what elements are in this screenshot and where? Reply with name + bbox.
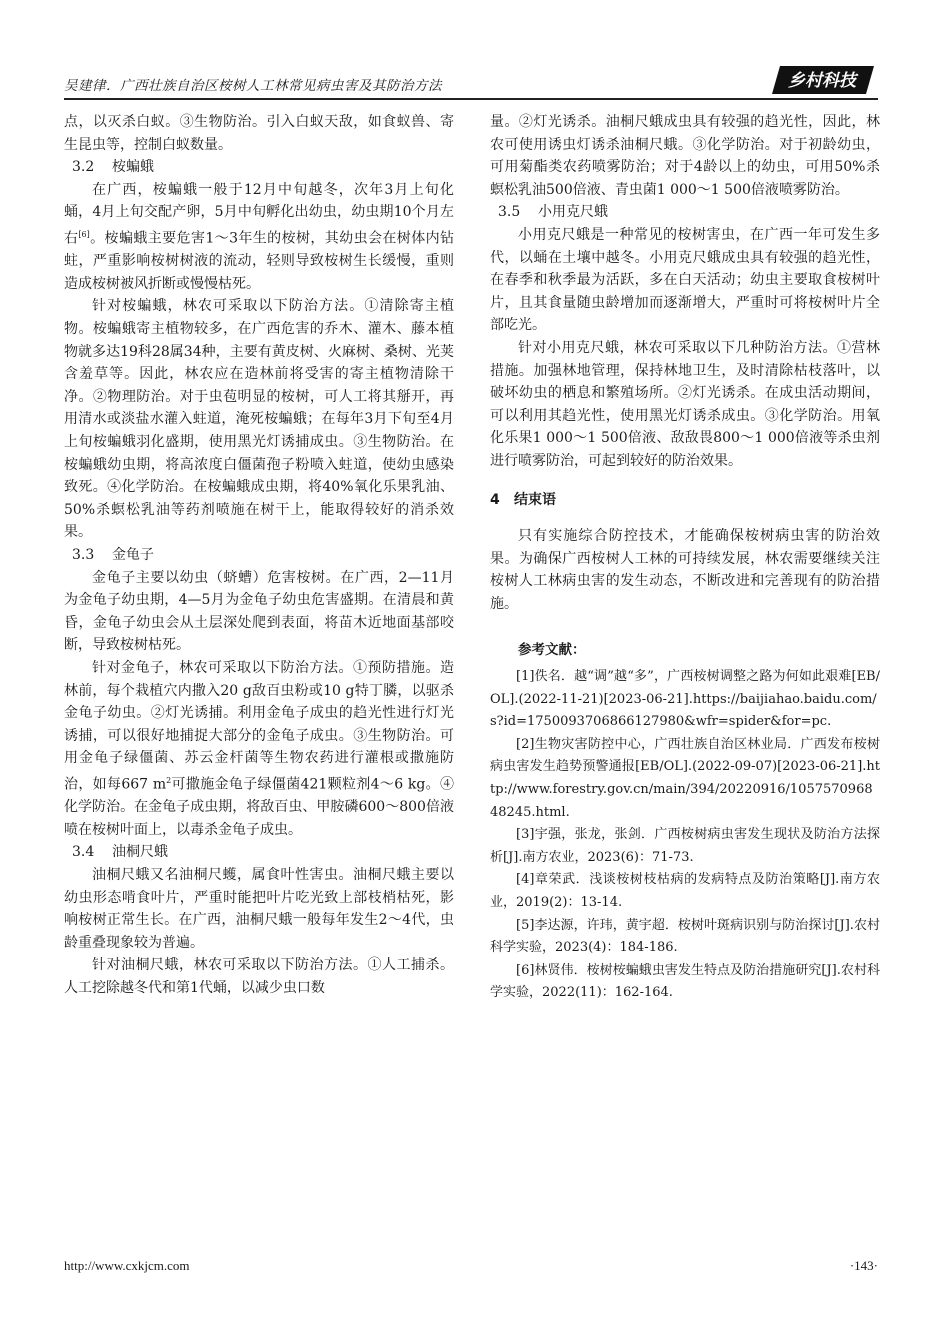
section-heading bbox=[490, 489, 880, 512]
footer-url: http://www.cxkjcm.com bbox=[64, 1258, 190, 1273]
journal-logo bbox=[772, 64, 876, 96]
citation: [6] bbox=[78, 229, 90, 239]
paragraph: 量。②灯光诱杀。油桐尺蛾成虫具有较强的趋光性，因此，林农可使用诱虫灯诱杀油桐尺蛾。③化学防治。对于初龄幼虫，可用菊酯类农药喷雾防治；对于4龄以上的幼虫，可用50%杀螟松乳油500倍液、青虫菌1 000～1 500倍液喷雾防治。 bbox=[490, 114, 880, 198]
section-number: 3.3 bbox=[72, 546, 95, 563]
section-number: 3.2 bbox=[72, 159, 95, 176]
page-header bbox=[64, 68, 878, 102]
paragraph: 针对桉蝙蛾，林农可采取以下防治方法。①清除寄主植物。桉蝙蛾寄主植物较多，在广西危害的乔木、灌木、藤本植物就多达19科28属34种，主要有黄皮树、火麻树、桑树、光荚含羞草等。因此，林农应在造林前将受害的寄主植物清除干净。②物理防治。对于虫苞明显的桉树，可人工将其掰开，再用清水或淡盐水灌入蛀道，淹死桉蝙蛾；在每年3月下旬至4月上旬桉蝙蛾羽化盛期，使用黑光灯诱捕成虫。③生物防治。在桉蝙蛾幼虫期，将高浓度白僵菌孢子粉喷入蛀道，使幼虫感染致死。④化学防治。在桉蝙蛾成虫期，将40%氧化乐果乳油、50%杀螟松乳油等药剂喷施在树干上，能取得较好的消杀效果。 bbox=[64, 298, 454, 541]
reference-item: [4]章荣武．浅谈桉树枝枯病的发病特点及防治策略[J].南方农业，2019(2)：13-14. bbox=[490, 872, 880, 910]
section-title: 金龟子 bbox=[112, 546, 154, 563]
paragraph: 针对油桐尺蛾，林农可采取以下防治方法。①人工捕杀。人工挖除越冬代和第1代蛹，以减少虫口数 bbox=[64, 957, 454, 996]
left-column bbox=[64, 111, 454, 999]
right-column bbox=[490, 111, 880, 1005]
paragraph: 小用克尺蛾是一种常见的桉树害虫，在广西一年可发生多代，以蛹在土壤中越冬。小用克尺蛾成虫具有较强的趋光性，在春季和秋季最为活跃，多在白天活动；幼虫主要取食桉树叶片，且其食量随虫龄增加而逐渐增大，严重时可将桉树叶片全部吃光。 bbox=[490, 226, 880, 334]
reference-item: [2]生物灾害防控中心，广西壮族自治区林业局．广西发布桉树病虫害发生趋势预警通报[EB/OL].(2022-09-07)[2023-06-21].http://www.forestry.gov.cn/main/394/20220916/105757096848245.html. bbox=[490, 736, 880, 820]
section-title: 小用克尺蛾 bbox=[538, 204, 608, 221]
header-rule bbox=[64, 98, 878, 100]
page-number: ·143· bbox=[849, 1258, 878, 1273]
paragraph: 金龟子主要以幼虫（蛴螬）危害桉树。在广西，2—11月为金龟子幼虫期，4—5月为金龟子幼虫危害盛期。在清晨和黄昏，金龟子幼虫会从土层深处爬到表面，将苗木近地面基部咬断，导致桉树枯死。 bbox=[64, 569, 454, 654]
journal-logo-text: 乡村科技 bbox=[788, 71, 856, 91]
section-heading bbox=[490, 201, 880, 224]
reference-item: [6]林贤伟．桉树桉蝙蛾虫害发生特点及防治措施研究[J].农村科学实验，2022(11)：162-164. bbox=[490, 962, 880, 1001]
section-title: 桉蝙蛾 bbox=[112, 159, 154, 176]
reference-item: [1]佚名．越“调”越“多”，广西桉树调整之路为何如此艰难[EB/OL].(2022-11-21)[2023-06-21].https://baijiahao.baidu.com/s?id=1750093706866127980&wfr=spider&for=pc. bbox=[490, 669, 880, 730]
section-heading bbox=[64, 156, 454, 179]
paragraph: 只有实施综合防控技术，才能确保桉树病虫害的防治效果。为确保广西桉树人工林的可持续发展，林农需要继续关注桉树人工林病虫害的发生动态，不断改进和完善现有的防治措施。 bbox=[490, 528, 880, 612]
reference-item: [5]李达源，许玮，黄宇超．桉树叶斑病识别与防治探讨[J].农村科学实验，2023(4)：184-186. bbox=[490, 917, 880, 956]
paragraph: 针对小用克尺蛾，林农可采取以下几种防治方法。①营林措施。加强林地管理，保持林地卫生，及时清除枯枝落叶，以破坏幼虫的栖息和繁殖场所。②灯光诱杀。在成虫活动期间，可以利用其趋光性，使用黑光灯诱杀成虫。③化学防治。用氧化乐果1 000～1 500倍液、敌敌畏800～1 000倍液等杀虫剂进行喷雾防治，可起到较好的防治效果。 bbox=[490, 339, 880, 469]
paragraph: 点，以灭杀白蚁。③生物防治。引入白蚁天敌，如食蚁兽、寄生昆虫等，控制白蚁数量。 bbox=[64, 114, 454, 153]
running-title: 吴建律．广西壮族自治区桉树人工林常见病虫害及其防治方法 bbox=[64, 78, 442, 94]
paragraph: 针对金龟子，林农可采取以下防治方法。①预防措施。造林前，每个栽植穴内撒入20 g敌百虫粉或10 g特丁膦，以驱杀金龟子幼虫。②灯光诱捕。利用金龟子成虫的趋光性进行灯光诱捕，可以很好地捕捉大部分的金龟子成虫。③生物防治。可用金龟子绿僵菌、苏云金杆菌等生物农药进行灌根或撒施防治，如每667 $m^2$可撒施金龟子绿僵菌421颗粒剂4～6 kg。④化学防治。在金龟子成虫期，将敌百虫、甲胺磷600～800倍液喷在桉树叶面上，以毒杀金龟子成虫。 bbox=[64, 659, 454, 838]
section-heading bbox=[64, 841, 454, 864]
section-title: 结束语 bbox=[514, 491, 556, 508]
section-number: 3.4 bbox=[72, 844, 95, 861]
section-number: 3.5 bbox=[498, 204, 521, 221]
section-title: 油桐尺蛾 bbox=[112, 844, 168, 861]
section-number: 4 bbox=[490, 491, 500, 508]
section-heading bbox=[64, 544, 454, 567]
paragraph: 油桐尺蛾又名油桐尺蠖，属食叶性害虫。油桐尺蛾主要以幼虫形态啃食叶片，严重时能把叶片吃光致上部枝梢枯死，影响桉树正常生长。在广西，油桐尺蛾一般每年发生2～4代，虫龄重叠现象较为普遍。 bbox=[64, 866, 454, 951]
references-title: 参考文献： bbox=[518, 642, 586, 659]
reference-item: [3]宇强，张龙，张剑．广西桉树病虫害发生现状及防治方法探析[J].南方农业，2023(6)：71-73. bbox=[490, 827, 880, 865]
paragraph: 在广西，桉蝙蛾一般于12月中旬越冬，次年3月上旬化蛹，4月上旬交配产卵，5月中旬孵化出幼虫，幼虫期10个月左右[6]。桉蝙蛾主要危害1～3年生的桉树，其幼虫会在树体内钻蛀，严重影响桉树树液的流动，轻则导致桉树生长缓慢，重则造成桉树被风折断或慢慢枯死。 bbox=[64, 181, 454, 292]
